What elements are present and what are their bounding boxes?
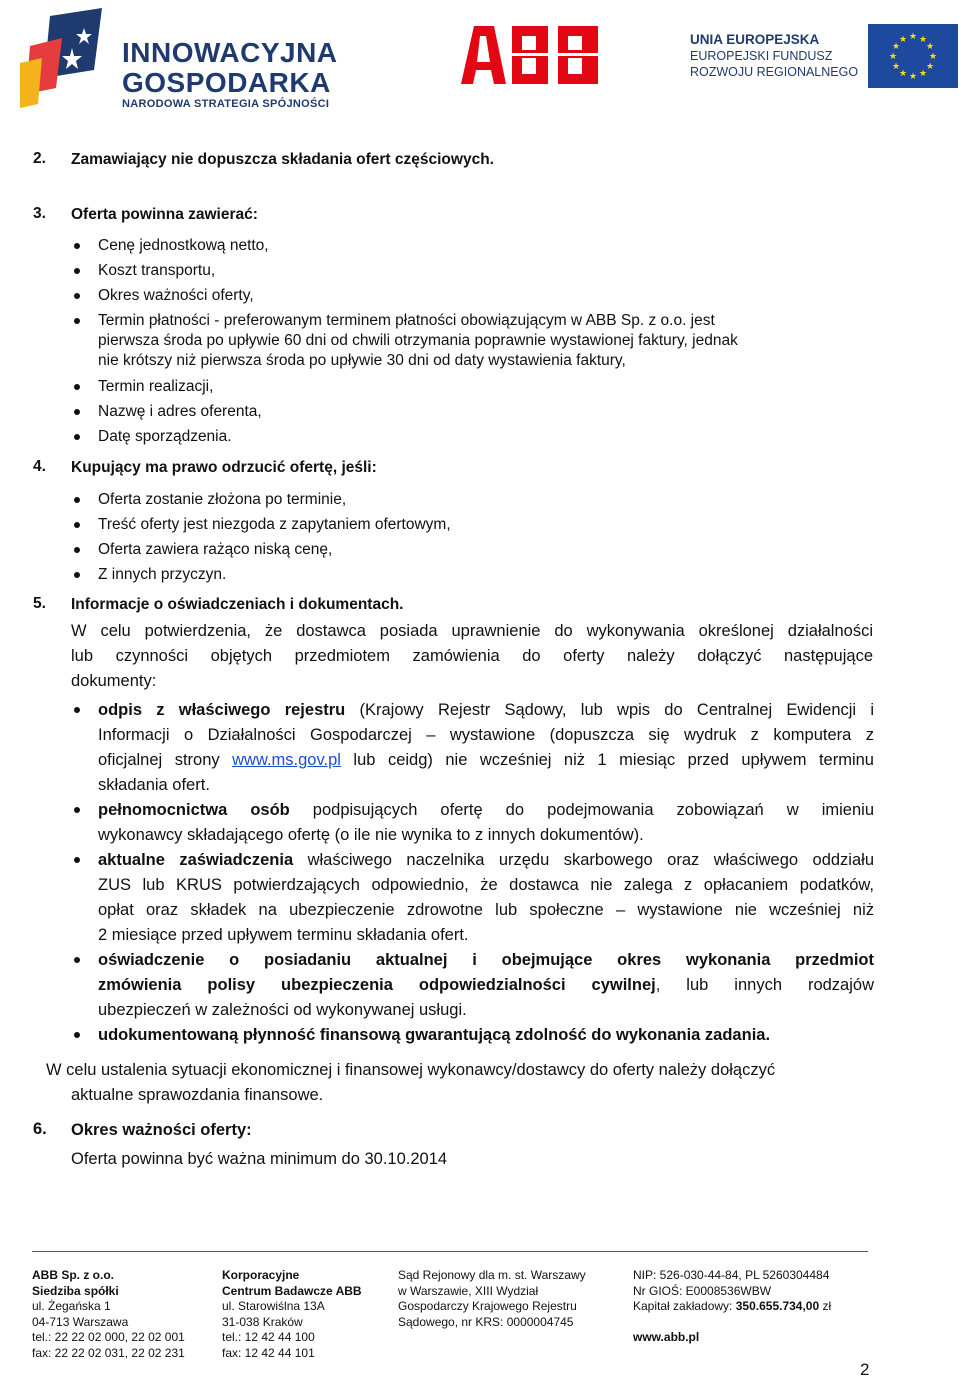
ig-title: INNOWACYJNA GOSPODARKA <box>122 37 338 98</box>
list-item: Termin realizacji, <box>98 378 214 395</box>
abb-logo-icon <box>460 24 610 88</box>
list-item: Cenę jednostkową netto, <box>98 237 269 254</box>
svg-text:★: ★ <box>925 42 935 52</box>
section-5-intro-line: dokumenty: <box>71 672 157 690</box>
section-5-number: 5. <box>33 595 46 612</box>
bullet-icon <box>74 243 80 249</box>
document-item-continuation: wykonawcy składającego ofertę (o ile nie wynika to z innych dokumentów). <box>98 826 644 844</box>
svg-text:★: ★ <box>908 72 918 82</box>
svg-text:★: ★ <box>891 62 901 72</box>
bullet-icon <box>74 1032 80 1038</box>
financial-statements-note-continuation: aktualne sprawozdania finansowe. <box>71 1086 324 1104</box>
list-item: Oferta zawiera rażąco niską cenę, <box>98 541 333 558</box>
svg-text:★: ★ <box>925 62 935 72</box>
document-item-certificates: aktualne zaświadczenia właściwego naczelnika urzędu skarbowego oraz właściwego oddziału <box>98 851 874 869</box>
bullet-icon <box>74 434 80 440</box>
document-item-continuation: opłat oraz składek na ubezpieczenie zdrowotne lub społeczne – wystawione nie wcześniej niż <box>98 901 874 919</box>
section-6-text: Oferta powinna być ważna minimum do 30.10.2014 <box>71 1150 448 1168</box>
bullet-icon <box>74 707 80 713</box>
svg-text:★: ★ <box>918 69 928 79</box>
page-number: 2 <box>860 1360 870 1379</box>
section-5-intro-line: W celu potwierdzenia, że dostawca posiada uprawnienie do wykonywania określonej działalności <box>71 622 873 640</box>
document-item-continuation: ubezpieczeń w zależności od wykonywanej usługi. <box>98 1001 467 1019</box>
bullet-icon <box>74 497 80 503</box>
section-5-title: Informacje o oświadczeniach i dokumentach. <box>71 596 404 613</box>
footer-research-center-column: Korporacyjne Centrum Badawcze ABB ul. Starowiślna 13A 31-038 Kraków tel.: 12 42 44 100 fax: 12 42 44 101 <box>222 1268 362 1360</box>
list-item: Koszt transportu, <box>98 262 216 279</box>
eu-logo <box>690 14 960 94</box>
bullet-icon <box>74 384 80 390</box>
bullet-icon <box>74 268 80 274</box>
section-4-number: 4. <box>33 458 46 475</box>
footer-website-link[interactable]: www.abb.pl <box>633 1330 700 1344</box>
section-2-number: 2. <box>33 150 46 167</box>
svg-text:★: ★ <box>908 32 918 42</box>
document-item-continuation: ZUS lub KRUS potwierdzających odpowiednio, że dostawca nie zalega z opłacaniem podatków, <box>98 876 874 894</box>
section-6-title: Okres ważności oferty: <box>71 1121 252 1139</box>
svg-text:★: ★ <box>898 69 908 79</box>
list-item: Nazwę i adres oferenta, <box>98 403 262 420</box>
bullet-icon <box>74 547 80 553</box>
ig-flag-icon <box>20 8 112 108</box>
eu-logo-text: UNIA EUROPEJSKA EUROPEJSKI FUNDUSZ ROZWOJU REGIONALNEGO <box>690 32 859 79</box>
abb-logo <box>460 24 610 88</box>
bullet-icon <box>74 318 80 324</box>
svg-text:★: ★ <box>891 42 901 52</box>
footer-tax-column: NIP: 526-030-44-84, PL 5260304484 Nr GIOŚ: E0008536WBW Kapitał zakładowy: 350.655.734,00 zł www.abb.pl <box>633 1268 832 1344</box>
bullet-icon <box>74 293 80 299</box>
document-item-liquidity: udokumentowaną płynność finansową gwarantującą zdolność do wykonania zadania. <box>98 1026 771 1044</box>
section-3-title: Oferta powinna zawierać: <box>71 206 258 223</box>
bullet-icon <box>74 409 80 415</box>
bullet-icon <box>74 807 80 813</box>
document-item-power-of-attorney: pełnomocnictwa osób podpisujących ofertę do podejmowania zobowiązań w imieniu <box>98 801 874 819</box>
svg-text:★: ★ <box>888 52 898 62</box>
innowacyjna-gospodarka-logo <box>20 8 340 108</box>
document-item-title: pełnomocnictwa osób <box>98 801 290 819</box>
bullet-icon <box>74 857 80 863</box>
document-item-continuation: zmówienia polisy ubezpieczenia odpowiedzialności cywilnej, lub innych rodzajów <box>98 976 874 994</box>
list-item-continuation: pierwsza środa po upływie 60 dni od chwili otrzymania poprawnie wystawionej faktury, jednak <box>98 332 738 349</box>
document-item-registry: odpis z właściwego rejestru (Krajowy Rejestr Sądowy, lub wpis do Centralnej Ewidencji i <box>98 701 874 719</box>
ig-subtitle: NARODOWA STRATEGIA SPÓJNOŚCI <box>122 98 330 110</box>
list-item: Treść oferty jest niezgoda z zapytaniem ofertowym, <box>98 516 451 533</box>
document-item-title: aktualne zaświadczenia <box>98 851 294 869</box>
list-item: Z innych przyczyn. <box>98 566 227 583</box>
document-item-continuation: Informacji o Działalności Gospodarczej – wystawione (dopuszcza się wydruk z komputera z <box>98 726 874 744</box>
list-item-continuation: nie krótszy niż pierwsza środa po upływie 30 dni od daty wystawienia faktury, <box>98 352 626 369</box>
document-item-insurance: oświadczenie o posiadaniu aktualnej i obejmujące okres wykonania przedmiot <box>98 951 874 969</box>
bullet-icon <box>74 522 80 528</box>
list-item: Okres ważności oferty, <box>98 287 254 304</box>
financial-statements-note: W celu ustalenia sytuacji ekonomicznej i finansowej wykonawcy/dostawcy do oferty należy dołączyć <box>46 1061 776 1079</box>
svg-text:★: ★ <box>928 52 938 62</box>
eu-flag-icon <box>868 24 958 88</box>
list-item-payment-terms: Termin płatności - preferowanym terminem płatności obowiązującym w ABB Sp. z o.o. jest <box>98 312 715 329</box>
section-5-intro-line: lub czynności objętych przedmiotem zamówienia do oferty należy dołączyć następujące <box>71 647 873 665</box>
document-item-continuation: 2 miesiące przed upływem terminu składania ofert. <box>98 926 469 944</box>
section-4-title: Kupujący ma prawo odrzucić ofertę, jeśli: <box>71 459 377 476</box>
footer-company-column: ABB Sp. z o.o. Siedziba spółki ul. Żegańska 1 04-713 Warszawa tel.: 22 22 02 000, 22 02 001 fax: 22 22 02 031, 22 02 231 <box>32 1268 185 1360</box>
footer-court-column: Sąd Rejonowy dla m. st. Warszawy w Warszawie, XIII Wydział Gospodarczy Krajowego Rejestru Sądowego, nr KRS: 0000004745 <box>398 1268 586 1329</box>
document-item-continuation: oficjalnej strony www.ms.gov.pl lub ceidg) nie wcześniej niż 1 miesiąc przed upływem terminu <box>98 751 874 769</box>
document-item-continuation: składania ofert. <box>98 776 210 794</box>
footer-divider <box>32 1251 868 1252</box>
svg-text:★: ★ <box>918 35 928 45</box>
section-3-number: 3. <box>33 205 46 222</box>
list-item: Datę sporządzenia. <box>98 428 232 445</box>
list-item: Oferta zostanie złożona po terminie, <box>98 491 347 508</box>
document-item-title: odpis z właściwego rejestru <box>98 701 346 719</box>
section-6-number: 6. <box>33 1120 47 1138</box>
section-2-text: Zamawiający nie dopuszcza składania ofert częściowych. <box>71 151 494 168</box>
ms-gov-link[interactable]: www.ms.gov.pl <box>232 751 341 769</box>
bullet-icon <box>74 957 80 963</box>
svg-text:★: ★ <box>898 35 908 45</box>
bullet-icon <box>74 572 80 578</box>
